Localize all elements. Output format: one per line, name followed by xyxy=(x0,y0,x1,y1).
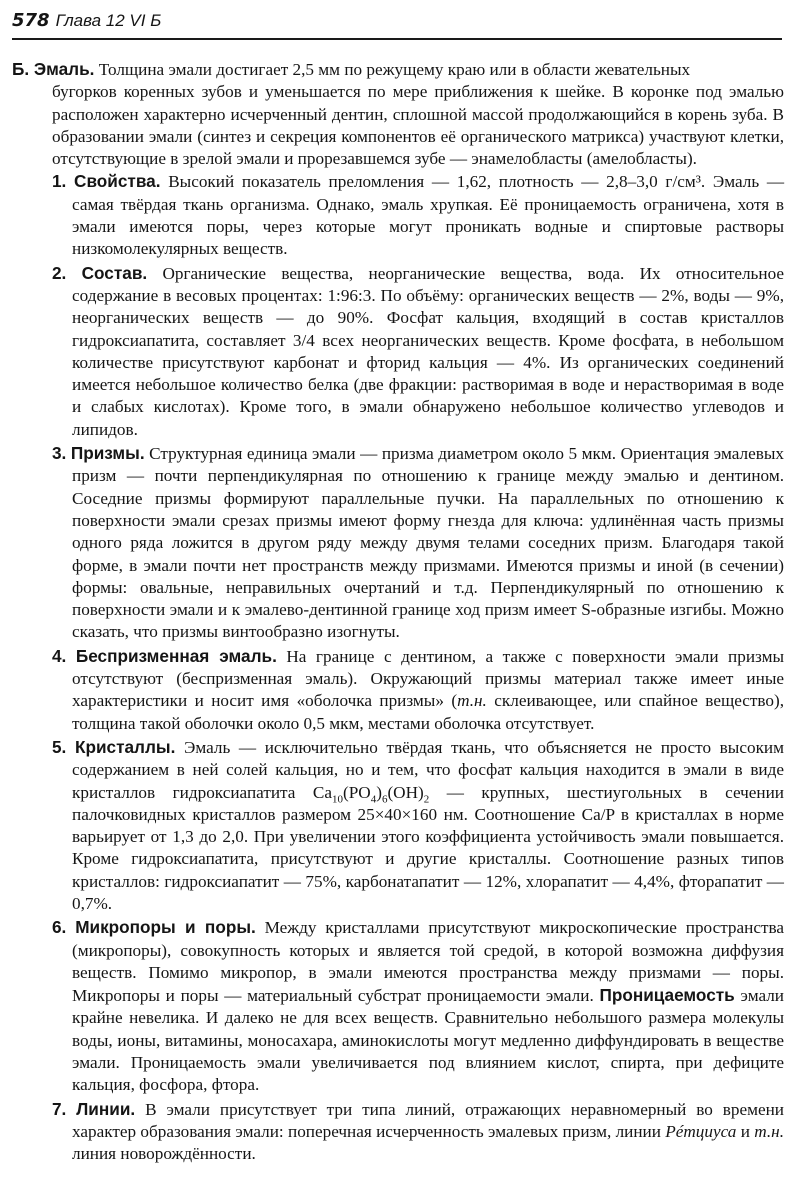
item-title: Линии. xyxy=(76,1098,136,1119)
section-label: Б. Эмаль. xyxy=(12,59,95,79)
italic-term: Рéтциуса xyxy=(665,1121,737,1141)
section-intro xyxy=(12,58,784,170)
item-text-cont: — крупных, шестиугольных в сечении палочковидных кристаллов размером 25×40×160 нм. Соотношение Ca/P в кристаллах в норме варьирует от 1,3 до 2,0. При увеличении этого коэффициента устойчивость эмали повышается. Кроме гидроксиапатита, присутствуют и другие кристаллы. Соотношение разных типов кристаллов: гидроксиапатит — 75%, карбонатапатит — 12%, хлорапатит — 4,4%, фторапатит — 0,7%. xyxy=(72,782,785,913)
page-body xyxy=(12,58,784,1167)
item-text: Органические вещества, неорганические вещества, вода. Их относительное содержание в весовых процентах: 1:96:3. По объёму: органических веществ — 2%, воды — 9%, неорганических веществ — до 90%. Фосфат кальция, входящий в состав кристаллов гидроксиапатита, составляет 3/4 всех неорганических веществ. Кроме фосфата, в небольшом количестве присутствуют карбонат и фторид кальция — 4%. Из органических соединений имеется небольшое количество белка (две фракции: растворимая в воде и нерастворимая в воде и слабых кислотах). Кроме того, в эмали обнаружено небольшое количество углеводов и липидов. xyxy=(72,263,784,439)
formula-part: (OH) xyxy=(387,782,424,802)
list-item xyxy=(52,170,784,260)
item-text: В эмали присутствует три типа линий, отражающих неравномерный во времени характер образования эмали: поперечная исчерченность эмалевых призм, линии xyxy=(72,1099,785,1141)
list-item xyxy=(52,1098,784,1166)
page-header xyxy=(12,10,782,40)
item-number: 2. xyxy=(52,262,67,283)
bold-term: Проницаемость xyxy=(599,985,735,1006)
item-title: Свойства. xyxy=(74,171,161,192)
item-number: 5. xyxy=(52,736,67,757)
intro-text: бугорков коренных зубов и уменьшается по мере приближения к шейке. В коронке под эмалью расположен характерно исчерченный дентин, сплошной массой продолжающийся в корень зуба. В образовании эмали (синтез и секреция компонентов её органического матрикса) участвуют клетки, отсутствующие в зрелой эмали и прорезавшемся зубе — энамелобласты (амелобласты). xyxy=(52,82,784,169)
item-number: 7. xyxy=(52,1098,67,1119)
abbrev-text: т.н. xyxy=(457,691,487,711)
list-item xyxy=(52,442,784,644)
item-title: Призмы. xyxy=(70,443,145,464)
formula-part: (PO xyxy=(343,782,371,802)
item-number: 6. xyxy=(52,917,67,938)
item-title: Микропоры и поры. xyxy=(75,917,256,938)
connector-text: и xyxy=(736,1121,755,1141)
item-title: Кристаллы. xyxy=(74,736,176,757)
intro-first-line: Толщина эмали достигает 2,5 мм по режущему краю или в области жевательных xyxy=(98,60,691,79)
formula-subscript: 10 xyxy=(332,792,343,805)
item-text: На границе с дентином, а также с поверхности эмали призмы отсутствуют (беспризменная эмаль). Окружающий призмы материал также имеет иные характеристики и носит имя «оболочка призмы» ( xyxy=(72,646,785,711)
item-text: Эмаль — исключительно твёрдая ткань, что объясняется не просто высоким содержанием в ней солей кальция, но и тем, что фосфат кальция находится в эмали в виде кристаллов гидроксиапатита Ca xyxy=(72,737,784,802)
item-text-cont: линия новорождённости. xyxy=(72,1144,256,1164)
item-number: 1. xyxy=(52,171,67,192)
item-text: Между кристаллами присутствуют микроскопические пространства (микропоры), совокупность которых и является той средой, в которой возможна диффузия веществ. Помимо микропор, в эмали имеются пространства между призмами — поры. Микропоры и поры — материальный субстрат проницаемости эмали. xyxy=(72,918,784,1006)
item-text: Высокий показатель преломления — 1,62, плотность — 2,8–3,0 г/см³. Эмаль — самая твёрдая ткань организма. Однако, эмаль хрупкая. Её проницаемость ограничена, хотя в эмали имеются поры, через которые могут проникать водные и спиртовые растворы низкомолекулярных веществ. xyxy=(72,172,785,259)
item-number: 3. xyxy=(52,443,67,464)
abbrev-text: т.н. xyxy=(754,1121,784,1141)
item-text-cont: эмали крайне невелика. И далеко не для всех веществ. Сравнительно небольшого размера молекулы воды, ионы, витамины, моносахара, аминокислоты могут медленно диффундировать в веществе эмали. Проницаемость эмали увеличивается под влиянием кислот, спирта, при дефиците кальция, фосфора, фтора. xyxy=(72,986,785,1095)
item-text: Структурная единица эмали — призма диаметром около 5 мкм. Ориентация эмалевых призм — почти перпендикулярная по отношению к границе между эмалью и дентином. Соседние призмы формируют параллельные пучки. На параллельных по отношению к поверхности эмали срезах призмы имеют форму гнезда для ключа: удлинённая часть призмы одного ряда ложится в другом ряду между двумя телами соседних призм. Благодаря такой форме, в эмали почти нет пространств между призмами. Имеются призмы и иной (в сечении) формы: овальные, неправильных очертаний и т.д. Перпендикулярный по отношению к поверхности эмали и к эмалево-дентинной границе ход призм имеет S-образные изгибы. Можно сказать, что призмы винтообразно изогнуты. xyxy=(72,444,785,642)
item-number: 4. xyxy=(52,645,67,666)
formula-part: ) xyxy=(376,782,382,802)
list-item xyxy=(52,262,784,441)
formula-subscript: 2 xyxy=(423,792,430,805)
item-text-cont: склеивающее, или спайное вещество), толщина такой оболочки около 0,5 мкм, местами оболочка отсутствует. xyxy=(72,691,784,733)
item-title: Состав. xyxy=(81,262,148,283)
chapter-title: Глава 12 VI Б xyxy=(55,11,162,30)
formula-subscript: 6 xyxy=(381,792,388,805)
page-number: 578 xyxy=(12,10,50,31)
item-title: Беспризменная эмаль. xyxy=(75,645,277,666)
list-item xyxy=(52,736,784,915)
list-item xyxy=(52,645,784,735)
formula-subscript: 4 xyxy=(370,792,377,805)
list-item xyxy=(52,916,784,1096)
